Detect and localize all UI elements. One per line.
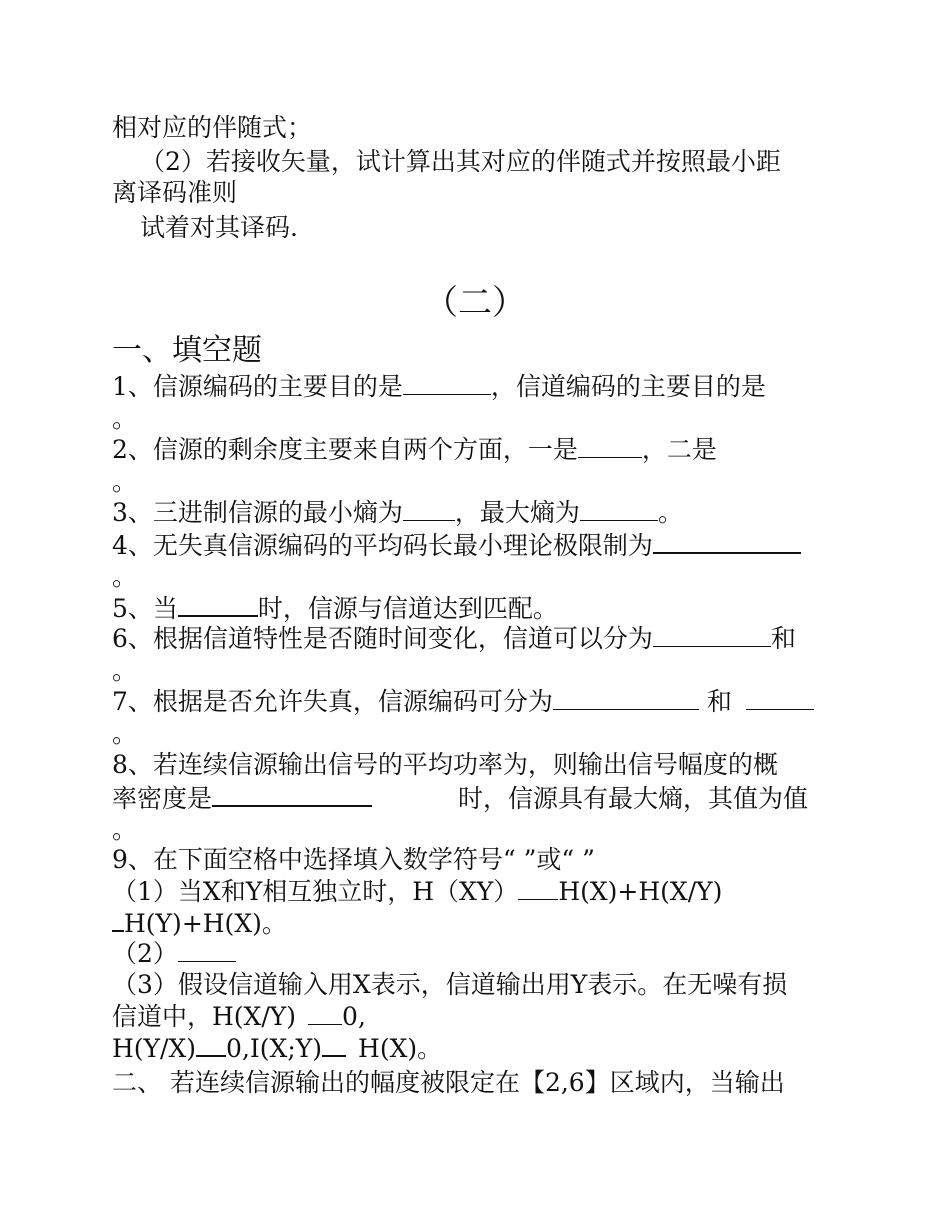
q5-blank-1[interactable]: [178, 593, 258, 617]
q6-blank-1[interactable]: [653, 624, 771, 647]
q9-sub1-blank-1[interactable]: [518, 877, 558, 900]
prev-line-4: 试着对其译码.: [140, 213, 298, 242]
q9-sub1-text-c: H(Y)+H(X)。: [124, 909, 287, 938]
q9-sub1-blank-2[interactable]: [112, 908, 124, 932]
q1-line: [112, 372, 842, 402]
q9-sub3-text-b: 信道中，H(X/Y): [112, 1002, 297, 1031]
q7-end: 。: [112, 719, 138, 748]
q9-sub2-blank[interactable]: [178, 939, 236, 962]
section-title: （二）: [424, 283, 526, 323]
q5-line: [112, 593, 842, 624]
prev-line-1: 相对应的伴随式；: [112, 113, 313, 142]
q9-sub1-text-b: H(X)+H(X/Y): [558, 877, 723, 906]
q9-sub3-text-f: H(X)。: [358, 1034, 443, 1063]
q8-line-1: 8、若连续信源输出信号的平均功率为，则输出信号幅度的概: [112, 750, 778, 779]
q3-blank-2[interactable]: [580, 498, 658, 521]
part2-line: 二、 若连续信源输出的幅度被限定在【2,6】区域内，当输出: [112, 1068, 785, 1097]
q3-text-b: ，最大熵为: [454, 498, 580, 527]
q9-intro: 9、在下面空格中选择填入数学符号“ ”或“ ”: [112, 845, 595, 874]
q9-sub1: [112, 877, 842, 907]
q3-blank-1[interactable]: [403, 498, 455, 521]
q9-sub2-text: （2）: [112, 939, 178, 968]
q9-sub3: （3）假设信道输入用X表示，信道输出用Y表示。在无噪有损: [112, 970, 788, 999]
q8-end: 。: [112, 815, 138, 844]
q5-text-b: 时，信源与信道达到匹配。: [257, 594, 558, 623]
prev-line-2: （2）若接收矢量，试计算出其对应的伴随式并按照最小距: [140, 147, 781, 176]
q2-text-a: 2、信源的剩余度主要来自两个方面，一是: [112, 435, 578, 464]
q9-sub1-text-a: （1）当X和Y相互独立时，H（XY）: [112, 877, 519, 906]
q9-sub2: [112, 939, 842, 969]
q2-line: [112, 435, 842, 465]
q6-line: [112, 624, 842, 654]
q4-line: [112, 530, 842, 561]
part1-heading: 一、填空题: [112, 334, 262, 368]
q1-end: 。: [112, 404, 138, 433]
q3-text-c: 。: [657, 498, 683, 527]
q6-end: 。: [112, 656, 138, 685]
q7-line: [112, 687, 842, 717]
q9-sub3-line-3: [112, 1033, 842, 1064]
q2-end: 。: [112, 467, 138, 496]
q7-text-b: 和: [706, 687, 732, 716]
q1-blank-1[interactable]: [403, 372, 491, 395]
prev-line-3: 离译码准则: [112, 178, 238, 207]
q3-text-a: 3、三进制信源的最小熵为: [112, 498, 403, 527]
q7-text-a: 7、根据是否允许失真，信源编码可分为: [112, 687, 553, 716]
q9-sub3-blank-3[interactable]: [322, 1033, 346, 1057]
q5-text-a: 5、当: [112, 594, 178, 623]
q7-blank-1[interactable]: [553, 687, 699, 710]
q8-blank-1[interactable]: [212, 783, 372, 807]
q8-text-b: 时，信源具有最大熵，其值为值: [458, 784, 809, 813]
q7-blank-2[interactable]: [746, 687, 814, 710]
q9-sub3-text-e: 0,I(X;Y): [226, 1034, 323, 1063]
q8-line-2: [112, 783, 842, 814]
q6-text-a: 6、根据信道特性是否随时间变化，信道可以分为: [112, 624, 653, 653]
q4-blank-1[interactable]: [653, 530, 801, 554]
q4-end: 。: [112, 562, 138, 591]
q3-line: [112, 498, 842, 528]
q9-sub3-text-d: H(Y/X): [112, 1034, 197, 1063]
q9-sub1-cont: [112, 908, 842, 939]
q1-text-a: 1、信源编码的主要目的是: [112, 372, 403, 401]
q9-sub3-blank-1[interactable]: [308, 1002, 342, 1025]
q9-sub3-line-2: [112, 1002, 842, 1032]
q8-text-a: 率密度是: [112, 784, 213, 813]
q9-sub3-blank-2[interactable]: [196, 1033, 226, 1057]
q4-text-a: 4、无失真信源编码的平均码长最小理论极限制为: [112, 531, 653, 560]
q9-sub3-text-c: 0,: [342, 1002, 366, 1031]
q6-text-b: 和: [770, 624, 796, 653]
q1-text-b: ，信道编码的主要目的是: [490, 372, 766, 401]
q2-blank-1[interactable]: [578, 435, 642, 458]
q2-text-b: ，二是: [641, 435, 717, 464]
